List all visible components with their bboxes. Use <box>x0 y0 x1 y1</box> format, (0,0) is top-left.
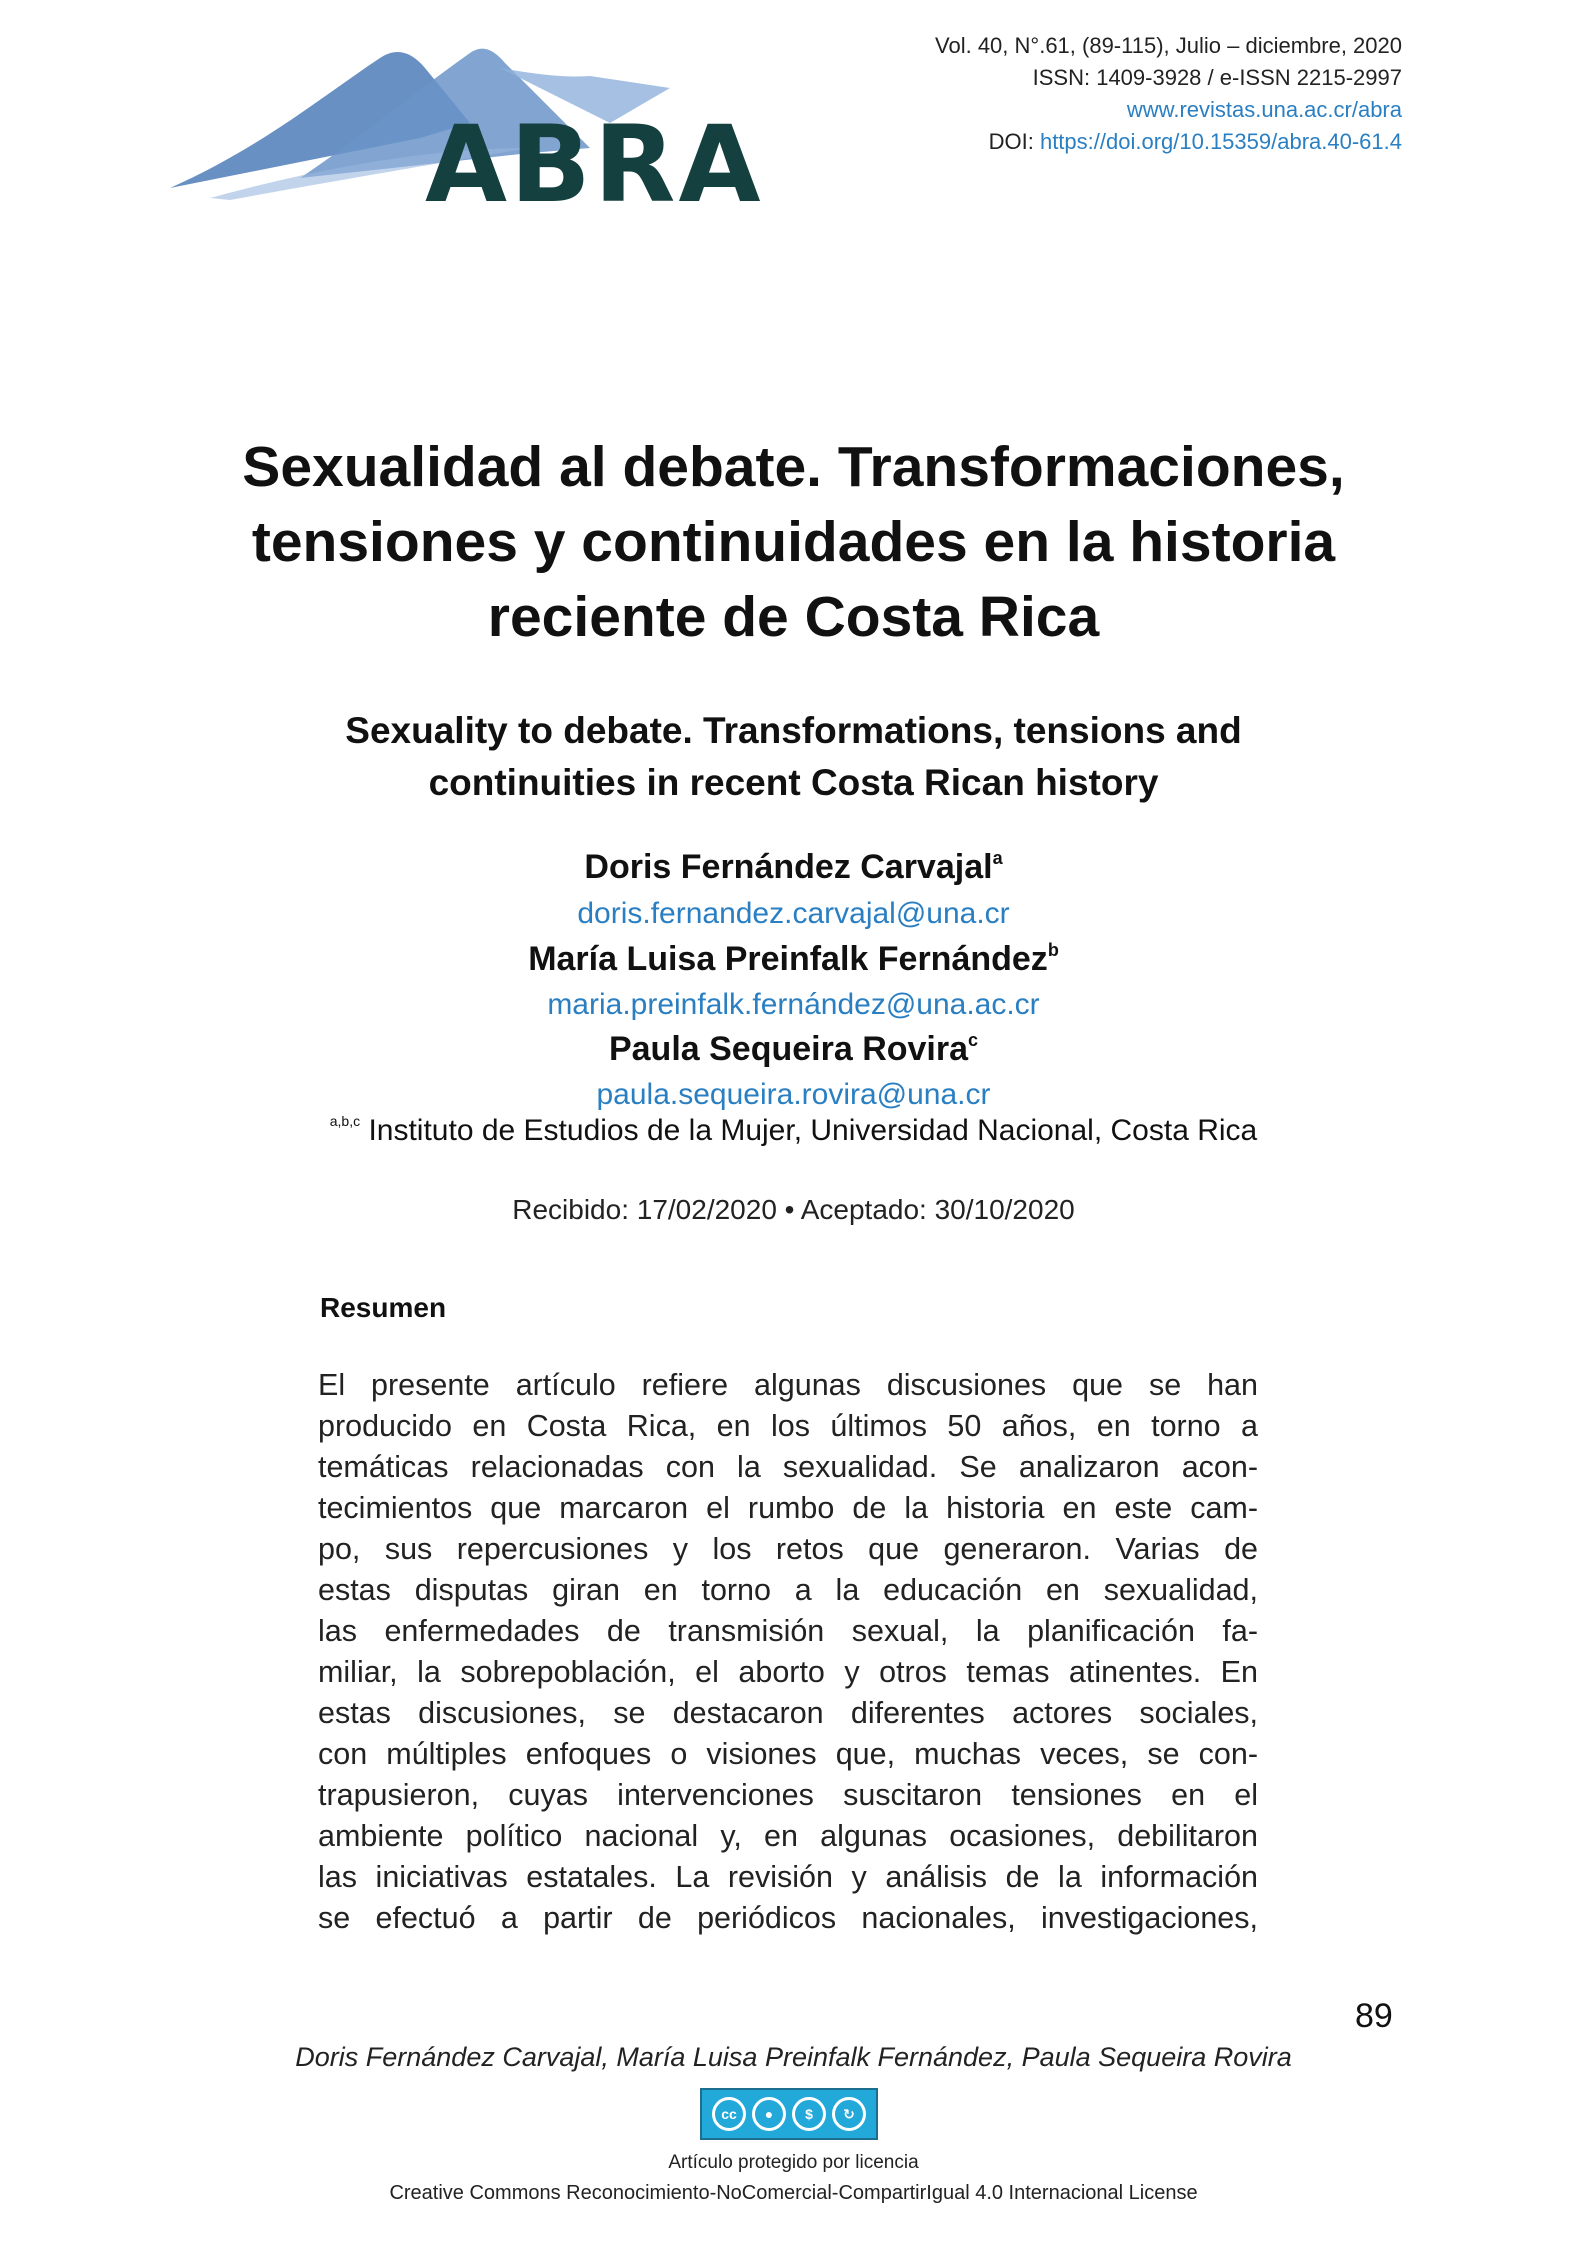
creative-commons-badge[interactable] <box>700 2088 878 2140</box>
abstract-line: estas disputas giran en torno a la educación en sexualidad, <box>318 1573 1258 1607</box>
cc-icon: cc <box>712 2097 746 2131</box>
author-email[interactable]: paula.sequeira.rovira@una.cr <box>596 1078 991 1111</box>
author-name: Doris Fernández Carvajal$^a$ <box>584 848 1003 886</box>
received-accepted-dates: Recibido: 17/02/2020 • Aceptado: 30/10/2020 <box>512 1194 1075 1225</box>
abstract-line: miliar, la sobrepoblación, el aborto y otros temas atinentes. En <box>318 1655 1258 1689</box>
author-name: Paula Sequeira Rovira$^c$ <box>608 1030 979 1068</box>
abstract-line: El presente artículo refiere algunas discusiones que se han <box>318 1368 1258 1402</box>
abstract-body <box>318 1365 1258 1939</box>
affiliation <box>0 1113 1587 1148</box>
by-person-icon: ● <box>752 2097 786 2131</box>
website-link[interactable]: www.revistas.una.ac.cr/abra <box>1126 97 1402 122</box>
author-mark: a <box>992 848 1003 868</box>
doi-link[interactable]: https://doi.org/10.15359/abra.40-61.4 <box>1039 129 1402 154</box>
footer-authors: Doris Fernández Carvajal, María Luisa Preinfalk Fernández, Paula Sequeira Rovira <box>295 2042 1292 2072</box>
author-name: María Luisa Preinfalk Fernández$^b$ <box>528 940 1059 978</box>
doi-line <box>935 126 1402 158</box>
abstract-line: temáticas relacionadas con la sexualidad. Se analizaron acon- <box>318 1450 1258 1484</box>
abstract-line: trapusieron, cuyas intervenciones suscitaron tensiones en el <box>318 1778 1258 1812</box>
abstract-line: po, sus repercusiones y los retos que generaron. Varias de <box>318 1532 1258 1566</box>
article-title-es: Sexualidad al debate. Transformaciones, tensiones y continuidades en la historia reciente de Costa Rica <box>242 435 1345 649</box>
volume-line: Vol. 40, N°.61, (89-115), Julio – diciembre, 2020 <box>935 33 1402 58</box>
abstract-line: ambiente político nacional y, en algunas ocasiones, debilitaron <box>318 1819 1258 1853</box>
page-number: 89 <box>1355 1997 1393 2035</box>
journal-info <box>935 30 1402 158</box>
issn-line: ISSN: 1409-3928 / e-ISSN 2215-2997 <box>1032 65 1402 90</box>
abstract-line: producido en Costa Rica, en los últimos 50 años, en torno a <box>318 1409 1258 1443</box>
abstract-heading: Resumen <box>320 1292 447 1323</box>
affiliation-text: Instituto de Estudios de la Mujer, Universidad Nacional, Costa Rica <box>368 1114 1258 1147</box>
author-email[interactable]: maria.preinfalk.fernández@una.ac.cr <box>547 988 1040 1021</box>
abstract-line: se efectuó a partir de periódicos nacionales, investigaciones, <box>318 1901 1258 1935</box>
abstract-line: estas discusiones, se destacaron diferentes actores sociales, <box>318 1696 1258 1730</box>
affiliation-marks: a,b,c <box>329 1113 361 1129</box>
abstract-line: las iniciativas estatales. La revisión y análisis de la información <box>318 1860 1258 1894</box>
logo-wordmark: ABRA <box>425 103 764 226</box>
journal-logo <box>170 28 764 226</box>
author-mark: b <box>1047 940 1059 960</box>
abstract-line: con múltiples enfoques o visiones que, muchas veces, se con- <box>318 1737 1258 1771</box>
author-mark: c <box>968 1030 979 1050</box>
noncommercial-icon: $ <box>792 2097 826 2131</box>
abstract-line: tecimientos que marcaron el rumbo de la historia en este cam- <box>318 1491 1258 1525</box>
abstract-line: las enfermedades de transmisión sexual, la planificación fa- <box>318 1614 1258 1648</box>
license-line-2: Creative Commons Reconocimiento-NoComercial-CompartirIgual 4.0 Internacional License <box>389 2182 1198 2204</box>
share-alike-icon: ↻ <box>832 2097 866 2131</box>
article-title-en: Sexuality to debate. Transformations, tensions and continuities in recent Costa Rican history <box>345 710 1242 803</box>
author-email[interactable]: doris.fernandez.carvajal@una.cr <box>577 897 1010 930</box>
license-line-1: Artículo protegido por licencia <box>668 2152 919 2173</box>
doi-label: DOI: <box>988 129 1034 154</box>
